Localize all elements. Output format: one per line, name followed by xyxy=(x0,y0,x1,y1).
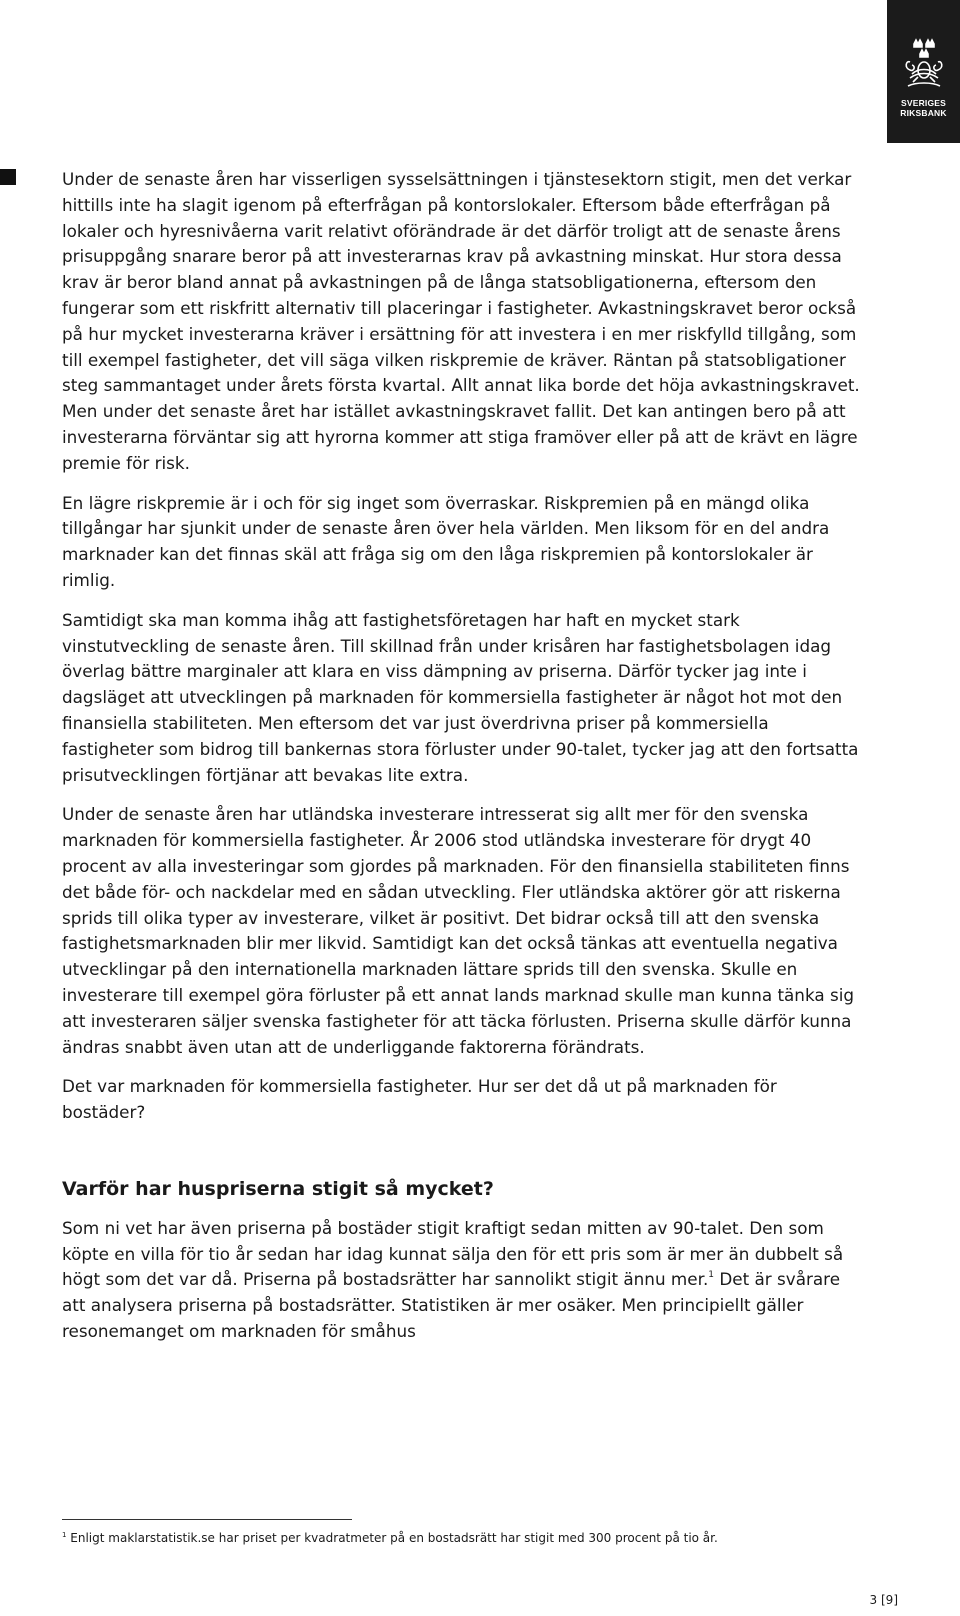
footnote-text: Enligt maklarstatistik.se har priset per kvadratmeter på en bostadsrätt har stigit med 300 procent på tio år. xyxy=(66,1531,718,1545)
paragraph-1: Under de senaste åren har visserligen sysselsättningen i tjänstesektorn stigit, men det verkar hittills inte ha slagit igenom på efterfrågan på kontorslokaler. Eftersom både efterfrågan på lokaler och hyresnivåerna varit relativt oförändrade är det därför troligt att de senaste årens prisuppgång snarare beror på att investerarnas krav på avkastning minskat. Hur stora dessa krav är beror bland annat på avkastningen på de långa statsobligationerna, eftersom den fungerar som ett riskfritt alternativ till placeringar i fastigheter. Avkastningskravet beror också på hur mycket investerarna kräver i ersättning för att investera i en mer riskfylld tillgång, som till exempel fastigheter, det vill säga vilken riskpremie de kräver. Räntan på statsobligationer steg sammantaget under årets första kvartal. Allt annat lika borde det höja avkastningskravet. Men under det senaste året har istället avkastningskravet fallit. Det kan antingen bero på att investerarna förväntar sig att hyrorna kommer att stiga framöver eller på att de krävt en lägre premie för risk. xyxy=(62,169,860,473)
page-number: 3 [9] xyxy=(869,1593,898,1607)
logo-line-2: RIKSBANK xyxy=(900,108,947,118)
logo-wordmark xyxy=(900,98,946,118)
footnote-divider xyxy=(62,1519,352,1520)
paragraph-4: Under de senaste åren har utländska investerare intresserat sig allt mer för den svenska marknaden för kommersiella fastigheter. År 2006 stod utländska investerare för drygt 40 procent av alla investeringar som gjordes på marknaden. För den finansiella stabiliteten finns det både för- och nackdelar med en sådan utveckling. Fler utländska aktörer gör att riskerna sprids till olika typer av investerare, vilket är positivt. Det bidrar också till att den svenska fastighetsmarknaden blir mer likvid. Samtidigt kan det också tänkas att eventuella negativa utvecklingar på den internationella marknaden lättare sprids till den svenska. Skulle en investerare till exempel göra förluster på ett annat lands marknad skulle man kunna tänka sig att investeraren säljer svenska fastigheter för att täcka förlusten. Priserna skulle därför kunna ändras snabbt även utan att de underliggande faktorerna förändrats. xyxy=(62,804,855,1057)
paragraph-6-text: Som ni vet har även priserna på bostäder stigit kraftigt sedan mitten av 90-talet. Den som köpte en villa för tio år sedan har idag kunnat sälja den för ett pris som är mer än dubbelt så högt som det var då. Priserna på bostadsrätter har sannolikt stigit ännu mer. xyxy=(62,1217,844,1290)
footnote-reference[interactable]: 1 xyxy=(708,1270,715,1281)
paragraph-6-continuation: Det är svårare att analysera priserna på bostadsrätter. Statistiken är mer osäker. Men principiellt gäller resonemanget om marknaden för småhus xyxy=(62,1269,841,1342)
paragraph-3: Samtidigt ska man komma ihåg att fastighetsföretagen har haft en mycket stark vinstutveckling de senaste åren. Till skillnad från under krisåren har fastighetsbolagen idag överlag bättre marginaler att klara en viss dämpning av priserna. Därför tycker jag inte i dagsläget att utvecklingen på marknaden för kommersiella fastigheter är något hot mot den finansiella stabiliteten. Men eftersom det var just överdrivna priser på kommersiella fastigheter som bidrog till bankernas stora förluster under 90-talet, tycker jag att den fortsatta prisutvecklingen förtjänar att bevakas lite extra. xyxy=(62,609,859,785)
crown-emblem-icon xyxy=(900,38,948,90)
section-heading: Varför har huspriserna stigit så mycket? xyxy=(62,1177,494,1200)
riksbank-logo xyxy=(887,0,960,143)
paragraph-6 xyxy=(62,1216,862,1345)
paragraph-5: Det var marknaden för kommersiella fastigheter. Hur ser det då ut på marknaden för bostäder? xyxy=(62,1076,777,1123)
footnote xyxy=(62,1530,882,1546)
footnote-mark: 1 xyxy=(62,1531,67,1539)
document-body xyxy=(62,167,862,1345)
section-marker xyxy=(0,169,16,185)
paragraph-2: En lägre riskpremie är i och för sig inget som överraskar. Riskpremien på en mängd olika tillgångar har sjunkit under de senaste åren över hela världen. Men liksom för en del andra marknader kan det finnas skäl att fråga sig om den låga riskpremien på kontorslokaler är rimlig. xyxy=(62,492,830,590)
logo-line-1: SVERIGES xyxy=(900,98,947,108)
